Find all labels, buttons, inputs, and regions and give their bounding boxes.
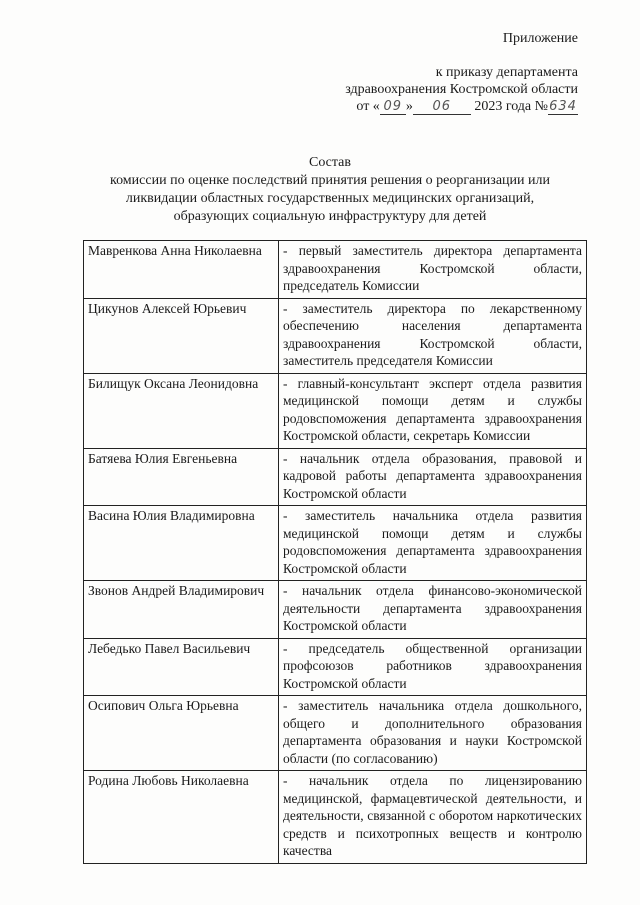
member-role: - начальник отдела образования, правовой и кадровой работы департамента здравоохранения Костромской области — [279, 448, 587, 506]
table-row — [84, 373, 587, 448]
order-line-1: к приказу департамента — [435, 65, 578, 80]
appendix-label — [503, 30, 578, 47]
title-line-2: комиссии по оценке последствий принятия решения о реорганизации или — [109, 173, 550, 188]
order-reference — [345, 64, 578, 115]
member-name: Билищук Оксана Леонидовна — [84, 373, 279, 448]
table-row — [84, 581, 587, 639]
member-name: Цикунов Алексей Юрьевич — [84, 298, 279, 373]
member-role: - главный-консультант эксперт отдела развития медицинской помощи детям и службы родовспоможения департамента здравоохранения Костромской области, секретарь Комиссии — [279, 373, 587, 448]
member-role: - заместитель начальника отдела дошкольного, общего и дополнительного образования департамента образования и науки Костромской области (по согласованию) — [279, 696, 587, 771]
member-role: - первый заместитель директора департамента здравоохранения Костромской области, председатель Комиссии — [279, 241, 587, 299]
appendix-text: Приложение — [502, 31, 578, 46]
order-number: 634 — [549, 99, 577, 114]
table-row — [84, 638, 587, 696]
member-role: - председатель общественной организации профсоюзов работников здравоохранения Костромской области — [279, 638, 587, 696]
table-row — [84, 241, 587, 299]
member-name: Родина Любовь Николаевна — [84, 771, 279, 864]
member-name: Мавренкова Анна Николаевна — [84, 241, 279, 299]
title-line-1: Состав — [308, 155, 351, 170]
order-line-2: здравоохранения Костромской области — [345, 82, 578, 97]
table-row — [84, 696, 587, 771]
title-line-4: образующих социальную инфраструктуру для детей — [173, 209, 487, 224]
member-role: - заместитель начальника отдела развития медицинской помощи детям и службы родовспоможения департамента здравоохранения Костромской области — [279, 506, 587, 581]
members-table — [83, 240, 587, 864]
member-name: Батяева Юлия Евгеньевна — [84, 448, 279, 506]
member-role: - заместитель директора по лекарственному обеспечению населения департамента здравоохранения Костромской области, заместитель председателя Комиссии — [279, 298, 587, 373]
member-name: Васина Юлия Владимировна — [84, 506, 279, 581]
date-mid: » — [405, 99, 413, 114]
member-role: - начальник отдела финансово-экономической деятельности департамента здравоохранения Костромской области — [279, 581, 587, 639]
table-row — [84, 771, 587, 864]
table-row — [84, 298, 587, 373]
date-month: 06 — [413, 100, 471, 115]
member-name: Звонов Андрей Владимирович — [84, 581, 279, 639]
date-prefix: от « — [356, 99, 380, 114]
member-name: Осипович Ольга Юрьевна — [84, 696, 279, 771]
date-day: 09 — [380, 100, 406, 115]
table-row — [84, 506, 587, 581]
order-date-line — [345, 98, 578, 115]
date-year-text: 2023 года № — [474, 99, 548, 114]
table-row — [84, 448, 587, 506]
member-role: - начальник отдела по лицензированию медицинской, фармацевтической деятельности, и деятельности, связанной с оборотом наркотических средств и психотропных веществ и контролю качества — [279, 771, 587, 864]
title-line-3: ликвидации областных государственных медицинских организаций, — [125, 191, 535, 206]
document-title — [60, 154, 600, 226]
member-name: Лебедько Павел Васильевич — [84, 638, 279, 696]
